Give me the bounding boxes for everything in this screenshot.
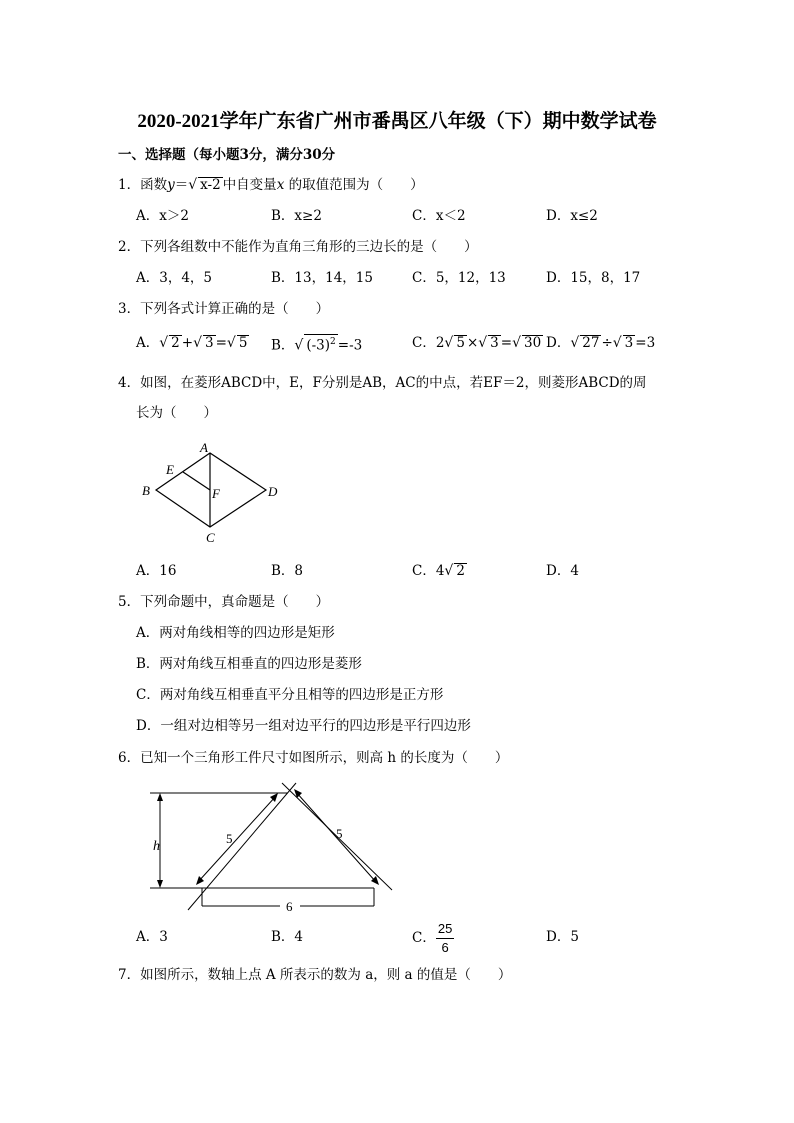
sqrt-symbol: √: [159, 335, 169, 351]
q3-c-radicand-1: 5: [456, 335, 465, 351]
q3-option-d: [546, 334, 655, 352]
q4-c-radicand: 2: [456, 563, 465, 579]
q3-c-radicand-2: 3: [490, 335, 499, 351]
left-side: [188, 783, 296, 910]
q3-b-exponent: 2: [330, 337, 336, 347]
q3-option-a: [136, 334, 249, 352]
q1-option-a: A．x＞2: [136, 208, 189, 224]
sqrt-symbol: √: [444, 563, 454, 579]
q5-option-d: D．一组对边相等另一组对边平行的四边形是平行四边形: [136, 718, 471, 734]
height-arrow-top: [157, 793, 163, 801]
question-4-line-2: 长为（ ）: [136, 405, 217, 421]
q6-option-a: A．3: [136, 929, 168, 945]
q1-y: y: [167, 177, 175, 193]
sqrt-symbol: √: [226, 335, 236, 351]
q1-pre: 函数: [140, 177, 168, 193]
label-f: F: [212, 486, 220, 501]
question-6: 6．已知一个三角形工件尺寸如图所示，则高 h 的长度为（ ）: [118, 750, 509, 766]
q3-c-label: C．2: [412, 335, 445, 351]
label-e: E: [166, 462, 174, 477]
sqrt-symbol: √: [478, 335, 488, 351]
q3-d-div: ÷: [601, 335, 613, 351]
label-left: 5: [226, 831, 233, 846]
q4-option-c: [412, 562, 467, 580]
q3-d-label: D．: [546, 335, 571, 351]
sqrt-symbol: √: [193, 335, 202, 351]
question-3: 3．下列各式计算正确的是（ ）: [118, 301, 330, 317]
label-a: A: [200, 440, 208, 455]
left-dimension: [198, 796, 276, 882]
q1-x: x: [276, 177, 285, 193]
question-5: 5．下列命题中，真命题是（ ）: [118, 594, 330, 610]
q3-c-eq: =: [500, 335, 513, 351]
q1-option-c: C．x＜2: [412, 208, 466, 224]
label-b: B: [142, 483, 150, 498]
sqrt-symbol: √: [188, 177, 198, 193]
q5-option-b: B．两对角线互相垂直的四边形是菱形: [136, 656, 362, 672]
rhombus-figure: [136, 438, 286, 548]
label-h: h: [153, 839, 160, 854]
q6-c-numerator: 25: [436, 920, 454, 939]
q4-option-a: A．16: [136, 563, 177, 579]
q3-d-result: =3: [635, 335, 656, 351]
q4-option-b: B．8: [271, 563, 304, 579]
q5-option-c: C．两对角线互相垂直平分且相等的四边形是正方形: [136, 687, 444, 703]
label-right: 5: [336, 826, 343, 841]
sqrt-symbol: √: [444, 335, 454, 351]
q2-option-a: A．3，4，5: [136, 270, 213, 286]
question-2: 2．下列各组数中不能作为直角三角形的三边长的是（ ）: [118, 239, 478, 255]
q3-option-c: [412, 334, 543, 352]
q3-d-radicand-2: 3: [624, 335, 634, 351]
q3-a-eq: =: [215, 335, 227, 351]
q3-d-radicand-1: 27: [582, 335, 600, 351]
label-base: 6: [286, 899, 293, 914]
q1-eq: ＝: [174, 177, 189, 193]
q3-a-radicand-2: 3: [205, 335, 214, 351]
q3-c-radicand-3: 30: [524, 335, 542, 351]
segment-ef: [183, 472, 210, 490]
q5-option-a: A．两对角线相等的四边形是矩形: [136, 625, 335, 641]
sqrt-symbol: √: [570, 335, 580, 351]
q3-b-result: =-3: [337, 337, 363, 354]
q2-option-d: D．15，8，17: [546, 270, 641, 286]
q1-radicand: x-2: [200, 177, 221, 193]
q3-b-radical: [304, 334, 337, 354]
q3-b-label: B．: [271, 337, 295, 354]
triangle-figure: [140, 778, 410, 918]
label-d: D: [268, 484, 278, 499]
page-title: 2020-2021学年广东省广州市番禺区八年级（下）期中数学试卷: [137, 111, 657, 132]
label-c: C: [206, 530, 215, 545]
q3-a-plus: +: [181, 335, 194, 351]
sqrt-symbol: √: [612, 335, 622, 351]
height-arrow-bottom: [157, 880, 163, 888]
q1-number: 1．: [118, 177, 141, 193]
question-1: [118, 176, 424, 194]
q3-option-b: [271, 334, 362, 355]
q1-post: 中自变量: [222, 177, 277, 193]
q3-a-radicand-3: 5: [238, 335, 248, 351]
q4-option-d: D．4: [546, 563, 579, 579]
question-7: 7．如图所示，数轴上点 A 所表示的数为 a，则 a 的值是（ ）: [118, 967, 512, 983]
q6-c-label: C．: [412, 930, 436, 946]
q6-option-b: B．4: [271, 929, 304, 945]
q2-option-c: C．5，12，13: [412, 270, 506, 286]
q3-b-radicand: (-3): [306, 337, 331, 354]
q3-c-times: ×: [466, 335, 479, 351]
q4-c-label: C．4: [412, 563, 445, 579]
q6-c-fraction: [436, 920, 454, 957]
sqrt-symbol: √: [512, 335, 521, 351]
q6-c-denominator: 6: [441, 940, 449, 955]
q1-option-b: B．x≥2: [271, 208, 322, 224]
q6-option-c: [412, 920, 454, 957]
question-4-line-1: 4．如图，在菱形ABCD中，E，F分别是AB，AC的中点，若EF＝2，则菱形ABCD的周: [118, 375, 647, 391]
q3-a-label: A．: [136, 335, 160, 351]
q1-post2: 的取值范围为（ ）: [284, 177, 424, 193]
sqrt-symbol: √: [294, 337, 304, 354]
q1-option-d: D．x≤2: [546, 208, 598, 224]
q6-option-d: D．5: [546, 929, 579, 945]
q3-a-radicand-1: 2: [171, 335, 180, 351]
section-heading: 一、选择题（每小题3分，满分30分: [118, 147, 336, 163]
q2-option-b: B．13，14，15: [271, 270, 373, 286]
